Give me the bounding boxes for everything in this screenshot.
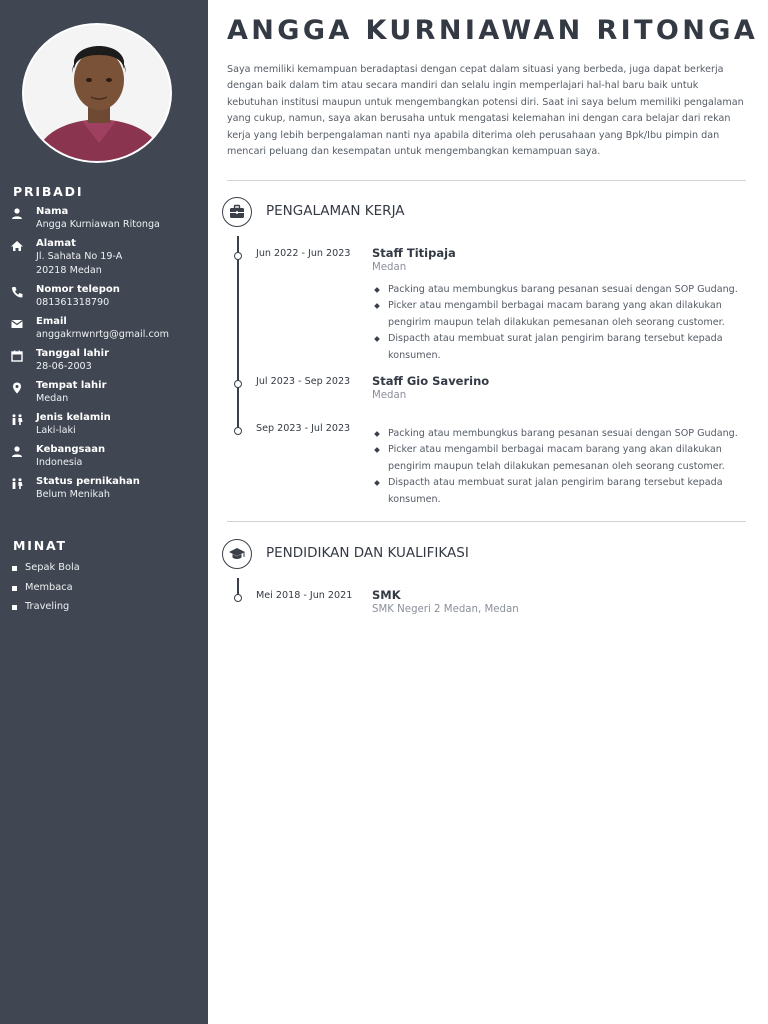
education-date: Mei 2018 - Jun 2021 (256, 590, 353, 601)
info-value: Laki-laki (36, 425, 76, 436)
job-date: Jun 2022 - Jun 2023 (256, 248, 351, 259)
personal-info-list (10, 205, 205, 507)
divider (227, 180, 746, 181)
info-item-email (10, 315, 205, 342)
timeline-dot (234, 252, 242, 260)
timeline-dot (234, 380, 242, 388)
calendar-icon (10, 349, 24, 363)
sidebar (0, 0, 208, 1024)
home-icon (10, 239, 24, 253)
duty-item: Picker atau mengambil berbagai macam barang yang akan dilakukan pengirim maupun telah dilakukan pemesanan oleh seorang customer. (372, 442, 744, 475)
interests-list (12, 561, 202, 620)
interest-label: Traveling (25, 601, 70, 612)
info-label: Email (36, 316, 67, 327)
briefcase-icon (222, 197, 252, 227)
info-label: Nama (36, 206, 69, 217)
info-item-tempat-lahir (10, 379, 205, 406)
experience-section-title: PENGALAMAN KERJA (266, 203, 405, 219)
info-value: Angga Kurniawan Ritonga (36, 219, 160, 230)
personal-section-title: PRIBADI (13, 184, 84, 199)
education-school: SMK Negeri 2 Medan, Medan (372, 604, 519, 615)
education-title: SMK (372, 588, 401, 602)
duty-item: Packing atau membungkus barang pesanan sesuai dengan SOP Gudang. (372, 282, 744, 298)
info-item-telepon (10, 283, 205, 310)
job-location: Medan (372, 262, 407, 273)
candidate-name: ANGGA KURNIAWAN RITONGA (227, 15, 759, 46)
interest-item (12, 561, 202, 574)
person-icon (10, 445, 24, 459)
info-label: Jenis kelamin (36, 412, 111, 423)
graduation-cap-icon (222, 539, 252, 569)
interests-section-title: MINAT (13, 538, 67, 553)
info-label: Tempat lahir (36, 380, 107, 391)
divider (227, 521, 746, 522)
interest-label: Membaca (25, 581, 73, 593)
square-bullet-icon (12, 605, 17, 610)
info-label: Kebangsaan (36, 444, 106, 455)
square-bullet-icon (12, 566, 17, 571)
info-value: Medan (36, 393, 69, 404)
info-item-status-pernikahan (10, 475, 205, 502)
experience-timeline-line (237, 236, 239, 431)
info-item-tanggal-lahir (10, 347, 205, 374)
gender-icon (10, 413, 24, 427)
info-item-kebangsaan (10, 443, 205, 470)
duty-item: Dispacth atau membuat surat jalan pengirim barang tersebut kepada konsumen. (372, 331, 744, 364)
info-value: Belum Menikah (36, 489, 110, 500)
interest-label: Sepak Bola (25, 562, 80, 573)
email-icon (10, 317, 24, 331)
job-duties (372, 426, 744, 508)
info-value: Indonesia (36, 457, 83, 468)
info-value: 081361318790 (36, 297, 110, 308)
education-section-title: PENDIDIKAN DAN KUALIFIKASI (266, 545, 469, 561)
info-label: Nomor telepon (36, 284, 120, 295)
job-date: Jul 2023 - Sep 2023 (256, 376, 351, 387)
timeline-dot (234, 594, 242, 602)
info-label: Tanggal lahir (36, 348, 110, 359)
job-title: Staff Titipaja (372, 246, 456, 260)
info-item-jenis-kelamin (10, 411, 205, 438)
couple-icon (10, 477, 24, 491)
profile-photo (22, 23, 172, 163)
location-pin-icon (10, 381, 24, 395)
info-value: anggakrnwnrtg@gmail.com (36, 329, 169, 340)
info-value: 28-06-2003 (36, 361, 92, 372)
job-date: Sep 2023 - Jul 2023 (256, 423, 351, 434)
profile-summary: Saya memiliki kemampuan beradaptasi dengan cepat dalam situasi yang berbeda, juga dapat berkerja dengan baik dalam tim atau secara mandiri dan selalu ingin memperlajari hal-hal baru baik untuk kebutuhan institusi maupun untuk mengembangkan potensi diri. Saat ini saya belum memiliki pengalaman yang cukup, namun, saya akan berusaha untuk mengatasi kelemahan ini dengan cara belajar dari rekan kerja yang lebih berpengalaman nanti nya apabila diterima oleh perusahaan yang Bpk/Ibu pimpin dan mencari peluang dan kesempatan untuk mengembangkan kemampuan saya. (227, 64, 744, 158)
square-bullet-icon (12, 586, 17, 591)
interest-item (12, 581, 202, 594)
duty-item: Packing atau membungkus barang pesanan sesuai dengan SOP Gudang. (372, 426, 744, 442)
phone-icon (10, 285, 24, 299)
interest-item (12, 600, 202, 613)
info-label: Status pernikahan (36, 476, 140, 487)
job-duties (372, 282, 744, 364)
job-title: Staff Gio Saverino (372, 374, 490, 388)
duty-item: Picker atau mengambil berbagai macam barang yang akan dilakukan pengirim maupun telah dilakukan pemesanan oleh seorang customer. (372, 298, 744, 331)
info-item-nama (10, 205, 205, 232)
job-location: Medan (372, 390, 407, 401)
duty-item: Dispacth atau membuat surat jalan pengirim barang tersebut kepada konsumen. (372, 475, 744, 508)
timeline-dot (234, 427, 242, 435)
person-icon (10, 207, 24, 221)
info-label: Alamat (36, 238, 76, 249)
info-item-alamat (10, 237, 205, 278)
info-value: Jl. Sahata No 19-A 20218 Medan (36, 251, 123, 276)
